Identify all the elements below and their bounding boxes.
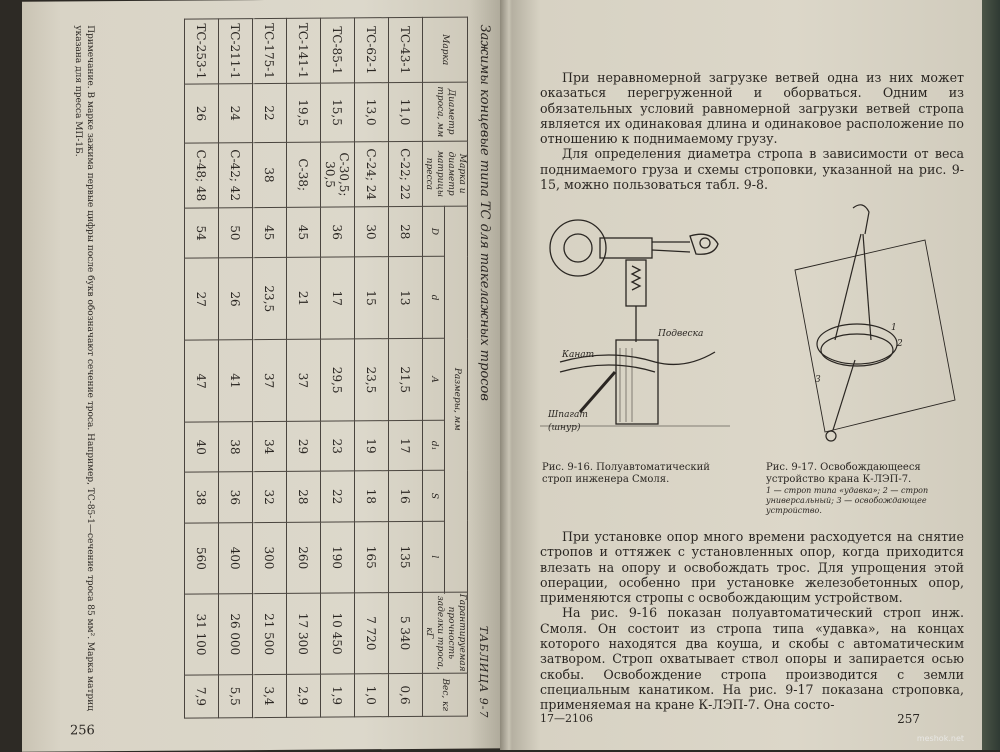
cell-d: 50 <box>219 208 253 259</box>
fig-9-16-drawing <box>540 212 730 452</box>
cell-marka: ТС-62-1 <box>355 18 389 83</box>
cell-d: 13 <box>389 257 423 339</box>
table-title: Зажимы концевые типа ТС для такелажных тросов <box>477 24 492 401</box>
rotated-table-block <box>22 0 508 752</box>
cell-d1: 34 <box>253 421 287 472</box>
cell-s: 32 <box>253 472 287 523</box>
cell-strength: 7 720 <box>355 593 389 674</box>
header-weight: Вес, кг <box>423 673 468 716</box>
cell-d1: 17 <box>389 420 423 471</box>
cell-s: 38 <box>185 472 219 523</box>
page-number-left: 256 <box>70 723 95 739</box>
cell-d: 54 <box>185 208 219 259</box>
header-sizes: Размеры, мм <box>445 206 468 592</box>
cell-marka: ТС-211-1 <box>219 19 253 84</box>
cell-l: 135 <box>389 521 423 593</box>
page-number-right: 257 <box>897 712 920 726</box>
cell-a: 41 <box>219 340 253 422</box>
cell-d: 23,5 <box>253 258 287 340</box>
cell-d: 17 <box>321 257 355 339</box>
cell-diam: 22 <box>253 83 287 142</box>
left-page <box>22 0 508 752</box>
header-diam: Диаметр троса, мм <box>423 82 468 141</box>
cell-strength: 21 500 <box>253 594 287 675</box>
cell-l: 560 <box>185 523 219 595</box>
cell-d1: 38 <box>219 422 253 473</box>
header-A: A <box>423 338 446 420</box>
header-d: d <box>423 257 446 339</box>
cell-marka: ТС-253-1 <box>185 19 219 84</box>
table-row <box>185 19 219 718</box>
cell-s: 36 <box>219 472 253 523</box>
cell-d: 30 <box>355 207 389 258</box>
fig-9-17-drawing <box>775 200 965 452</box>
cell-s: 22 <box>321 471 355 522</box>
paragraph-1: При неравномерной загрузке ветвей одна из них может оказаться перегруженной и оборваться. Одним из обязательных условий равномерной загрузки ветвей стропа является их одинаковая длина и одинаковое расположение по отношению к поднимаемому грузу. <box>540 70 964 147</box>
header-D: D <box>423 206 446 257</box>
cell-d: 36 <box>321 207 355 258</box>
cell-a: 47 <box>185 340 219 422</box>
fig17-label-1: 1 <box>891 323 897 333</box>
clamps-table <box>184 17 468 719</box>
cell-weight: 1,9 <box>321 674 355 717</box>
text-block-top <box>540 70 964 192</box>
cell-strength: 26 000 <box>219 594 253 675</box>
cell-a: 37 <box>253 340 287 422</box>
cell-d1: 29 <box>287 421 321 472</box>
cell-s: 16 <box>389 471 423 522</box>
cell-weight: 7,9 <box>185 675 219 718</box>
right-page <box>512 0 982 750</box>
header-d1: d₁ <box>423 420 446 471</box>
cell-marka: ТС-175-1 <box>253 18 287 83</box>
cell-s: 28 <box>287 472 321 523</box>
cell-marka: ТС-43-1 <box>389 17 423 82</box>
cell-strength: 5 340 <box>389 593 423 674</box>
cell-diam: 11,0 <box>389 82 423 141</box>
cell-matrix: С-48; 48 <box>185 143 219 208</box>
figures-area <box>540 212 964 515</box>
cell-l: 165 <box>355 521 389 593</box>
fig17-label-3: 3 <box>815 375 821 385</box>
cell-strength: 17 300 <box>287 593 321 674</box>
cell-diam: 13,0 <box>355 83 389 142</box>
table-row <box>389 17 423 716</box>
header-l: l <box>423 521 446 593</box>
cell-matrix: 38 <box>253 142 287 207</box>
table-row <box>219 19 253 718</box>
cell-strength: 31 100 <box>185 594 219 675</box>
cell-matrix: С-30,5; 30,5 <box>321 142 355 207</box>
cell-a: 21,5 <box>389 339 423 421</box>
header-strength: Гарантируемая прочность заделки троса, кГ <box>424 593 467 672</box>
fig17-caption: Рис. 9-17. Освобождающееся устройство крана К-ЛЭП-7. <box>766 462 921 485</box>
paragraph-4: На рис. 9-16 показан полуавтоматический строп инж. Смоля. Он состоит из стропа типа «удавка», на концах которого находятся два коуша, и скобы с автоматическим затвором. Строп охватывает ствол опоры и запирается осью скобы. Освобождение стропа производится с земли специальным канатиком. На рис. 9-17 показана строповка, применяемая на кране К-ЛЭП-7. Она состо- <box>540 605 964 713</box>
fig16-label-podveska: Подвеска <box>658 329 704 339</box>
paragraph-3: При установке опор много времени расходуется на снятие стропов и оттяжек с установленных опор, когда приходится влезать на опору и освобождать трос. Для упрощения этой операции, особенно при установке железобетонных опор, применяются стропы с освобождающим устройством. <box>540 529 964 606</box>
cell-a: 29,5 <box>321 339 355 421</box>
fig17-label-2: 2 <box>897 339 903 349</box>
fig16-label-kanat: Канат <box>562 350 595 360</box>
cell-weight: 3,4 <box>253 674 287 717</box>
cell-d: 45 <box>287 207 321 258</box>
cell-d1: 23 <box>321 421 355 472</box>
cell-d: 26 <box>219 258 253 340</box>
fig17-legend: 1 — строп типа «удавка»; 2 — строп универсальный; 3 — освобождающее устройство. <box>766 486 929 515</box>
header-matrix: Марка и диаметр матрицы пресса <box>423 141 468 206</box>
table-row <box>253 18 287 717</box>
cell-diam: 24 <box>219 84 253 143</box>
cell-d: 15 <box>355 257 389 339</box>
cell-strength: 10 450 <box>321 593 355 674</box>
table-row <box>355 18 389 717</box>
cell-a: 23,5 <box>355 339 389 421</box>
cell-weight: 1,0 <box>355 674 389 717</box>
cell-d1: 40 <box>185 422 219 473</box>
cell-d: 28 <box>389 206 423 257</box>
cell-diam: 15,5 <box>321 83 355 142</box>
cell-d1: 19 <box>355 421 389 472</box>
fig16-caption: Рис. 9-16. Полуавтоматический строп инженера Смоля. <box>542 462 710 485</box>
fig16-label-shnur: (шнур) <box>548 423 581 433</box>
cell-marka: ТС-141-1 <box>287 18 321 83</box>
fig17-caption-block <box>766 462 966 516</box>
paragraph-2: Для определения диаметра стропа в зависимости от веса поднимаемого груза и схемы строповки, указанной на рис. 9-15, можно пользоваться табл. 9-8. <box>540 146 964 193</box>
cell-d: 45 <box>253 207 287 258</box>
cell-l: 400 <box>219 522 253 594</box>
table-label: ТАБЛИЦА 9-7 <box>477 625 490 719</box>
cell-d: 21 <box>287 257 321 339</box>
watermark: meshok.net <box>916 734 964 743</box>
table-note: Примечание. В марке зажима первые цифры после букв обозначают сечение троса. Например, ТС-85-1—сечение троса 85 мм². Марка матриц указана для пресса МП-1Б. <box>73 25 95 712</box>
header-marka: Марка <box>423 17 468 82</box>
cell-matrix: С-22; 22 <box>389 141 423 206</box>
cell-diam: 19,5 <box>287 83 321 142</box>
header-S: S <box>423 471 446 522</box>
cell-l: 300 <box>253 522 287 594</box>
table-row <box>321 18 355 717</box>
cell-d: 27 <box>185 258 219 340</box>
cell-matrix: С-24; 24 <box>355 142 389 207</box>
cell-diam: 26 <box>185 84 219 143</box>
cell-weight: 5,5 <box>219 675 253 718</box>
cell-l: 190 <box>321 522 355 594</box>
cell-marka: ТС-85-1 <box>321 18 355 83</box>
cell-weight: 2,9 <box>287 674 321 717</box>
cell-s: 18 <box>355 471 389 522</box>
table-row <box>287 18 321 717</box>
fig16-label-shpagat: Шпагат <box>548 410 588 420</box>
cell-a: 37 <box>287 339 321 421</box>
book-cover-edge <box>982 0 1000 750</box>
cell-matrix: С-42; 42 <box>219 143 253 208</box>
signature-mark: 17—2106 <box>540 712 593 725</box>
cell-weight: 0,6 <box>389 673 423 716</box>
cell-matrix: С-38; <box>287 142 321 207</box>
cell-l: 260 <box>287 522 321 594</box>
text-block-bottom <box>540 529 964 713</box>
